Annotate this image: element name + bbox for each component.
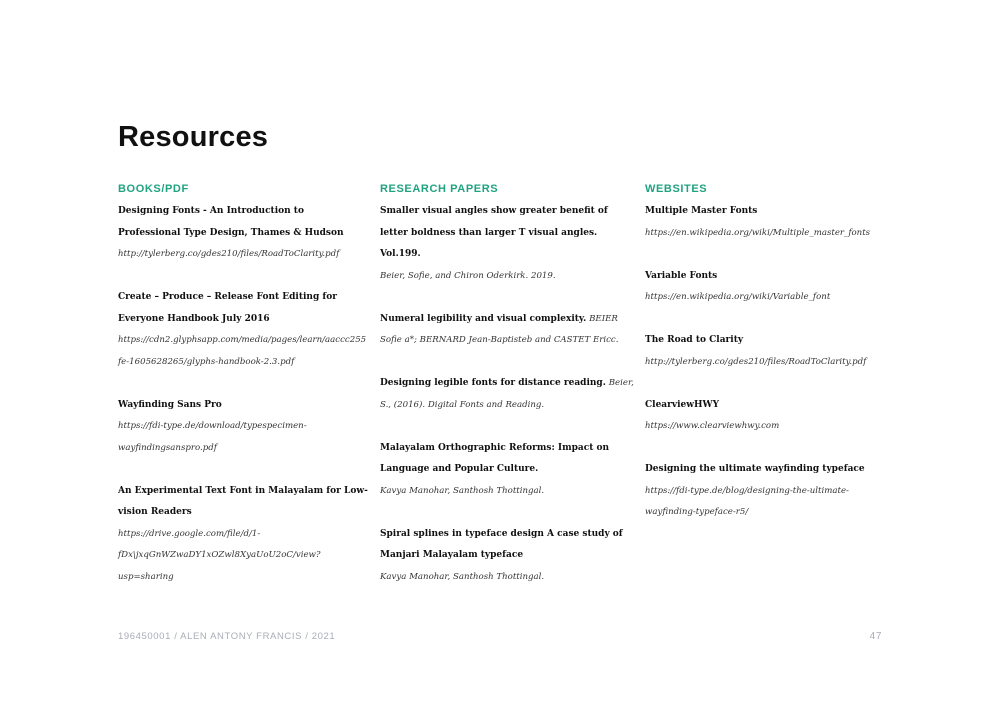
website-entry [645, 395, 895, 438]
paper-entry [380, 309, 635, 352]
paper-authors: BEIER Sofie a*; BERNARD Jean-Baptisteb and CASTET Ericc. [380, 313, 619, 345]
website-title: Variable Fonts [645, 270, 718, 281]
book-title: Designing Fonts - An Introduction to Professional Type Design, Thames & Hudson [118, 206, 344, 238]
paper-title: Malayalam Orthographic Reforms: Impact on Language and Popular Culture. [380, 442, 610, 474]
website-title: The Road to Clarity [645, 335, 744, 345]
page-title: Resources [118, 121, 269, 153]
book-title: Create – Produce – Release Font Editing for Everyone Handbook July 2016 [118, 292, 338, 324]
website-entry [645, 266, 895, 309]
book-entry [118, 395, 368, 460]
book-title: An Experimental Text Font in Malayalam for Low-vision Readers [118, 485, 368, 517]
page-number: 47 [869, 631, 882, 642]
website-title: ClearviewHWY [645, 399, 720, 410]
paper-entry [380, 438, 635, 503]
paper-entry [380, 201, 635, 287]
book-link[interactable]: https://fdi-type.de/download/typespecimen-wayfindingsanspro.pdf [118, 421, 307, 453]
website-link[interactable]: http://tylerberg.co/gdes210/files/RoadToClarity.pdf [645, 356, 867, 367]
book-entry [118, 287, 368, 373]
book-entry [118, 201, 368, 266]
website-link[interactable]: https://fdi-type.de/blog/designing-the-ultimate-wayfinding-typeface-r5/ [645, 485, 849, 517]
book-link[interactable]: https://drive.google.com/file/d/1-fDx\jxqGnWZwaDY1xOZwl8XyaUoU2oC/view?usp=sharing [118, 528, 321, 582]
paper-authors: Beier, Sofie, and Chiron Oderkirk. 2019. [380, 270, 556, 281]
paper-entry [380, 373, 635, 416]
website-title: Designing the ultimate wayfinding typeface [645, 464, 865, 474]
websites-heading: WEBSITES [645, 183, 708, 195]
website-link[interactable]: https://en.wikipedia.org/wiki/Multiple_master_fonts [645, 227, 871, 238]
book-link[interactable]: https://cdn2.glyphsapp.com/media/pages/learn/aaccc255fe-1605628265/glyphs-handbook-2.3.pdf [118, 335, 367, 367]
paper-title: Designing legible fonts for distance reading. [380, 378, 606, 388]
paper-authors: Beier, S., (2016). Digital Fonts and Reading. [380, 378, 634, 410]
paper-authors: Kavya Manohar, Santhosh Thottingal. [380, 485, 545, 496]
website-link[interactable]: https://www.clearviewhwy.com [645, 421, 780, 431]
book-entry [118, 481, 368, 589]
website-title: Multiple Master Fonts [645, 206, 758, 216]
paper-title: Numeral legibility and visual complexity. [380, 313, 587, 324]
website-link[interactable]: https://en.wikipedia.org/wiki/Variable_font [645, 292, 831, 302]
paper-entry [380, 524, 635, 589]
books-column [118, 181, 368, 588]
websites-column [645, 181, 895, 524]
paper-title: Smaller visual angles show greater benefit of letter boldness than larger T visual angles. Vol.199. [380, 206, 608, 259]
book-title: Wayfinding Sans Pro [118, 399, 222, 410]
research-column [380, 181, 635, 588]
footer-credit: 196450001 / ALEN ANTONY FRANCIS / 2021 [118, 631, 336, 642]
website-entry [645, 330, 895, 373]
paper-authors: Kavya Manohar, Santhosh Thottingal. [380, 571, 545, 582]
books-heading: BOOKS/PDF [118, 183, 189, 195]
book-link[interactable]: http://tylerberg.co/gdes210/files/RoadToClarity.pdf [118, 249, 340, 259]
website-entry [645, 459, 895, 524]
paper-title: Spiral splines in typeface design A case study of Manjari Malayalam typeface [380, 528, 623, 560]
research-heading: RESEARCH PAPERS [380, 183, 499, 195]
website-entry [645, 201, 895, 244]
